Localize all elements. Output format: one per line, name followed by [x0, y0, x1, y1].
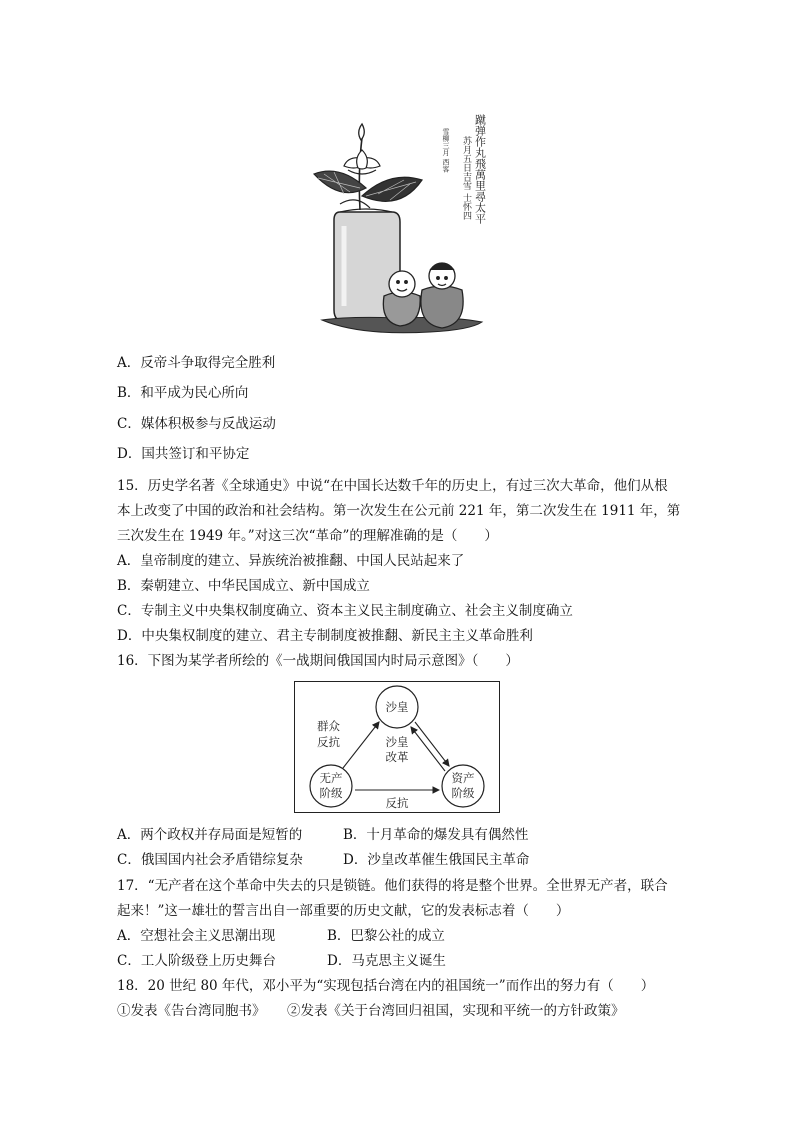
- q16-options-row-2: [117, 850, 529, 870]
- node-proletariat-label-2: 阶级: [319, 786, 343, 800]
- node-tsar-label: 沙皇: [385, 700, 409, 714]
- q15-option-c: C．专制主义中央集权制度确立、资本主义民主制度确立、社会主义制度确立: [117, 603, 573, 619]
- q17-options-row-1: [117, 926, 445, 946]
- arrow-bourgeoisie-to-tsar: [411, 727, 445, 771]
- node-bourgeoisie-label-2: 阶级: [451, 786, 475, 800]
- cartoon-painting: [300, 100, 500, 340]
- q16-stem: 16．下图为某学者所绘的《一战期间俄国国内时局示意图》（ ）: [117, 653, 519, 669]
- inscription-column-2: 苏月五日吉雪 士怀四: [461, 136, 471, 220]
- label-mass-resistance-1: 群众: [317, 719, 340, 733]
- russia-wwi-situation-diagram: [294, 681, 500, 813]
- calligraphy-inscription: [442, 113, 487, 224]
- q17-option-c: C．工人阶级登上历史舞台: [117, 953, 276, 969]
- q15-option-a: A．皇帝制度的建立、异族统治被推翻、中国人民站起来了: [117, 553, 465, 569]
- label-tsar-reform-1: 沙皇: [385, 735, 409, 749]
- q15-option-d: D．中央集权制度的建立、君主专制制度被推翻、新民主主义革命胜利: [117, 628, 533, 644]
- q16-option-a: A．两个政权并存局面是短暂的: [117, 827, 303, 843]
- q16-option-b: B．十月革命的爆发具有偶然性: [343, 827, 529, 843]
- q15-stem-line-3: 三次发生在 1949 年。”对这三次“革命”的理解准确的是（ ）: [117, 528, 498, 544]
- inscription-column-3: 雪柳三月 西客: [442, 128, 450, 173]
- node-bourgeoisie-label-1: 资产: [451, 771, 475, 785]
- q14-option-a: A．反帝斗争取得完全胜利: [117, 355, 276, 371]
- q17-options-row-2: [117, 951, 446, 971]
- q18-item-2: ②发表《关于台湾回归祖国，实现和平统一的方针政策》: [287, 1003, 625, 1019]
- q16-options-row-1: [117, 825, 528, 845]
- doll-figure-right: [421, 263, 463, 328]
- q15-stem-line-2: 本上改变了中国的政治和社会结构。第一次发生在公元前 221 年，第二次发生在 1911 年，第: [117, 503, 681, 519]
- q17-option-d: D．马克思主义诞生: [327, 953, 446, 969]
- lotus-bud: [359, 124, 365, 140]
- lotus-flower: [344, 150, 380, 174]
- label-tsar-reform-2: 改革: [385, 750, 409, 764]
- arrow-proletariat-to-tsar: [343, 722, 379, 768]
- lotus-leaves: [314, 171, 422, 208]
- q14-option-b: B．和平成为民心所向: [117, 385, 249, 401]
- node-proletariat-label-1: 无产: [319, 771, 343, 785]
- q17-option-a: A．空想社会主义思潮出现: [117, 928, 276, 944]
- q16-option-d: D．沙皇改革催生俄国民主革命: [343, 852, 530, 868]
- q17-stem-line-2: 起来！”这一雄壮的誓言出自一部重要的历史文献，它的发表标志着（ ）: [117, 903, 570, 919]
- label-mass-resistance-2: 反抗: [317, 735, 340, 749]
- q15-stem-line-1: 15．历史学名著《全球通史》中说“在中国长达数千年的历史上，有过三次大革命，他们从根: [117, 478, 668, 494]
- q15-option-b: B．秦朝建立、中华民国成立、新中国成立: [117, 578, 370, 594]
- inscription-column-1: 蹴弹作丸飛萬里尋太平: [473, 114, 487, 224]
- q18-items-row: [117, 1001, 625, 1021]
- q16-option-c: C．俄国国内社会矛盾错综复杂: [117, 852, 303, 868]
- q14-option-d: D．国共签订和平协定: [117, 446, 250, 462]
- q18-item-1: ①发表《告台湾同胞书》: [117, 1003, 266, 1019]
- q17-stem-line-1: 17．“无产者在这个革命中失去的只是锁链。他们获得的将是整个世界。全世界无产者，联合: [117, 878, 668, 894]
- q18-stem: 18．20 世纪 80 年代，邓小平为“实现包括台湾在内的祖国统一”而作出的努力有（ ）: [117, 978, 655, 994]
- q14-option-c: C．媒体积极参与反战运动: [117, 416, 276, 432]
- label-resistance-bottom: 反抗: [385, 796, 409, 810]
- q17-option-b: B．巴黎公社的成立: [327, 928, 445, 944]
- arrow-tsar-to-bourgeoisie: [415, 722, 449, 766]
